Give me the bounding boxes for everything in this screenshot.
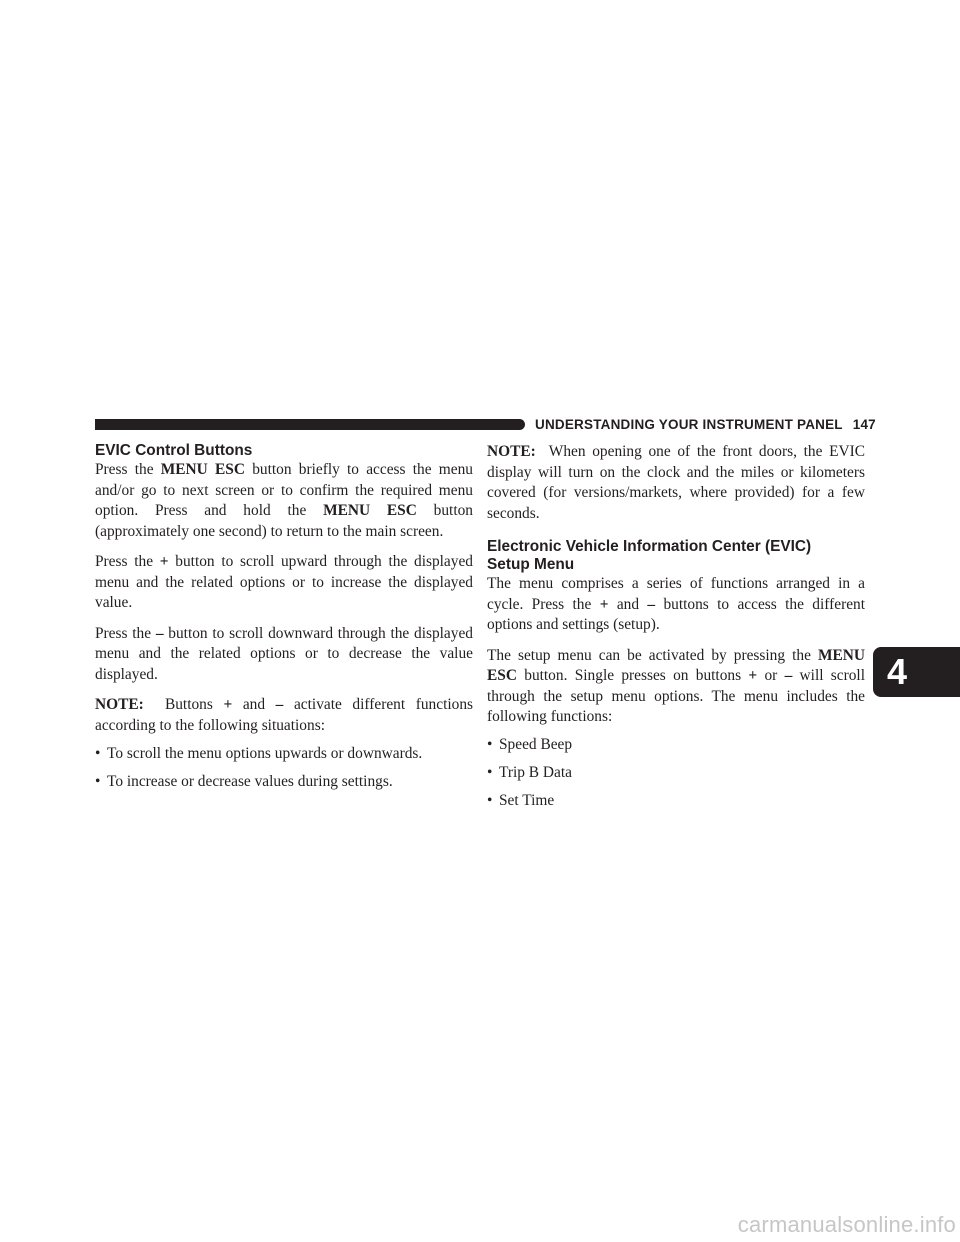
- section-heading-evic-setup-menu: Electronic Vehicle Information Center (EVIC) Setup Menu: [487, 538, 812, 573]
- paragraph-minus-button: Press the – button to scroll downward through the displayed menu and the related options or to decrease the value displayed.: [95, 624, 473, 683]
- note-front-doors: NOTE: When opening one of the front doors, the EVIC display will turn on the clock and the miles or kilometers covered (for versions/markets, where provided) for a few seconds.: [487, 443, 869, 522]
- header-rule: [95, 419, 525, 430]
- list-item: • Trip B Data: [487, 763, 865, 784]
- section-title: UNDERSTANDING YOUR INSTRUMENT PANEL: [535, 417, 843, 432]
- page-number: 147: [852, 417, 876, 432]
- chapter-tab: [873, 647, 960, 697]
- paragraph-menu-cycle: The menu comprises a series of functions arranged in a cycle. Press the + and – buttons to access the different options and settings (setup).: [487, 575, 865, 633]
- right-column: [487, 442, 869, 812]
- chapter-number: 4: [887, 651, 908, 692]
- left-column: [95, 442, 473, 792]
- note-buttons: NOTE: Buttons + and – activate different functions according to the following situations:: [95, 696, 474, 734]
- situations-list: [95, 744, 473, 793]
- section-heading-evic-control-buttons: EVIC Control Buttons: [95, 442, 253, 459]
- functions-list: [487, 735, 865, 812]
- paragraph-setup-activation: The setup menu can be activated by pressing the MENU ESC button. Single presses on buttons + or – will scroll through the setup menu options. The menu includes the following functions:: [487, 646, 865, 725]
- list-item: • Speed Beep: [487, 735, 865, 756]
- paragraph-menu-esc: Press the MENU ESC button briefly to access the menu and/or go to next screen or to confirm the required menu option. Press and hold the MENU ESC button (approximately one second) to return to the main screen.: [95, 461, 473, 540]
- list-item: • To increase or decrease values during settings.: [95, 772, 473, 793]
- watermark: carmanualsonline.info: [737, 1212, 956, 1237]
- paragraph-plus-button: Press the + button to scroll upward through the displayed menu and the related options or to increase the displayed value.: [95, 553, 473, 611]
- list-item: • To scroll the menu options upwards or downwards.: [95, 744, 473, 765]
- list-item: • Set Time: [487, 791, 865, 812]
- running-header: [535, 417, 876, 433]
